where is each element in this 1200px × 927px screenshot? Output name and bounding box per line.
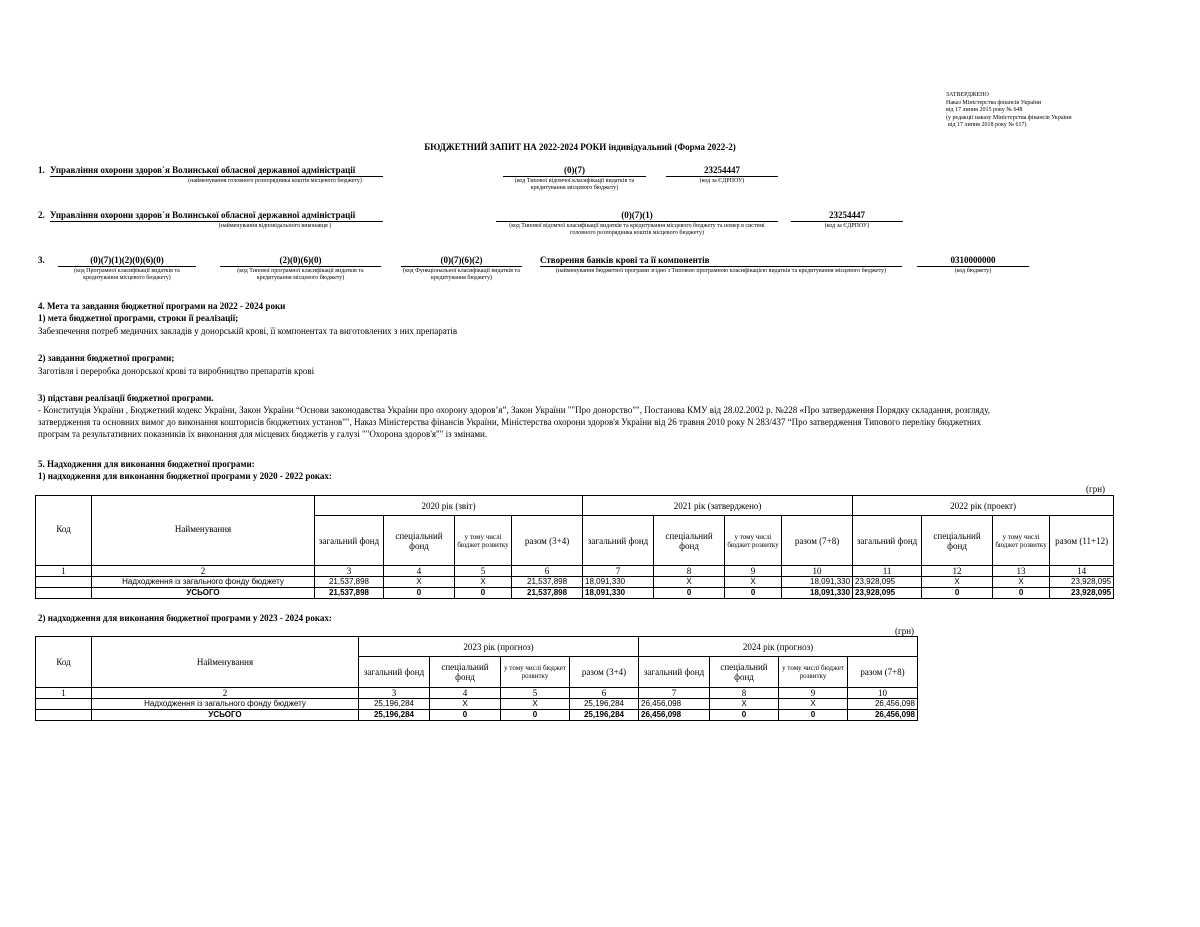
index-row [36,688,918,699]
tasks-text: Заготівля і переробка донорської крові та виробництво препаратів крові [38,366,315,376]
total-label: УСЬОГО [92,588,315,599]
cell [36,699,92,710]
column-header: у тому числі бюджет розвитку [993,516,1050,566]
section3-number: 3. [38,255,45,265]
index-cell: 6 [512,566,583,577]
cell: X [430,699,501,710]
basis-line: програм та результативних показників їх виконання для місцевих бюджетів у галузі ""Охорона здоров'я"" із змінами. [38,429,488,439]
cell: 0 [710,710,779,721]
receipts-table-2020-2022 [35,495,1114,599]
index-cell: 10 [848,688,918,699]
cell: X [710,699,779,710]
column-header: разом (7+8) [848,657,918,688]
column-header-name: Найменування [92,637,359,688]
index-cell: 5 [501,688,570,699]
column-header: спеціальний фонд [710,657,779,688]
section5-heading: 5. Надходження для виконання бюджетної програми: [38,459,255,469]
cell: 23,928,095 [1050,577,1114,588]
cell: X [779,699,848,710]
index-cell: 4 [430,688,501,699]
column-header: загальний фонд [359,657,430,688]
approval-stamp [946,92,1116,130]
column-header-code: Код [36,496,92,566]
cell [36,710,92,721]
section1-dept-code: (0)(7) [503,165,646,177]
basis-line: затвердження та основних вимог до виконання кошторисів бюджетних установ"", Наказ Міністерства фінансів України, Міністерства охорони здоров'я України від 26 травня 2010 року N 283/437 “Про затвердження Типового переліку бюджетних [38,417,982,427]
cell: 23,928,095 [853,577,922,588]
goal-text: Забезпечення потреб медичних закладів у донорській крові, її компонентах та виготовлених з них препаратів [38,326,458,336]
column-header: у тому числі бюджет розвитку [725,516,782,566]
basis-heading: 3) підстави реалізації бюджетної програми. [38,393,214,403]
cell: 18,091,330 [583,588,654,599]
year-header: 2024 рік (прогноз) [639,637,918,657]
cell: 26,456,098 [848,699,918,710]
index-cell: 13 [993,566,1050,577]
approval-line: від 17 липня 2018 року № 617) [948,122,1027,129]
section2-edrpou: 23254447 [791,210,903,222]
index-cell: 2 [92,688,359,699]
section2-executor-caption: (найменування відповідального виконавця ) [218,223,332,229]
section3-typical-code-caption: (код Типової програмної класифікації видатків та кредитування місцевого бюджету) [237,268,364,281]
approval-line: Наказ Міністерства фінансів України [946,99,1042,106]
index-cell: 3 [359,688,430,699]
column-header: разом (11+12) [1050,516,1114,566]
cell: 26,456,098 [639,699,710,710]
unit-label: (грн) [1086,484,1106,494]
section3-typical-code: (2)(0)(6)(0) [220,255,381,267]
section3-program-code: (0)(7)(1)(2)(0)(6)(0) [58,255,196,267]
year-header: 2020 рік (звіт) [315,496,583,516]
index-cell: 9 [725,566,782,577]
section2-number: 2. [38,210,45,220]
column-header: загальний фонд [853,516,922,566]
cell [36,577,92,588]
cell: X [922,577,993,588]
cell: 0 [654,588,725,599]
cell: 18,091,330 [782,577,853,588]
column-header: у тому числі бюджет розвитку [501,657,570,688]
section3-functional-code: (0)(7)(6)(2) [401,255,522,267]
cell: X [725,577,782,588]
cell [36,588,92,599]
column-header: у тому числі бюджет розвитку [779,657,848,688]
column-header: спеціальний фонд [654,516,725,566]
basis-line: - Конституція України , Бюджетний кодекс України, Закон України “Основи законодавства України про охорону здоров’я”, Закон України ""Про донорство"", Постанова КМУ від 28.02.2002 р. №228 «Про затвердження Порядку складання, розгляду, [38,405,990,415]
approval-line: (у редакції наказу Міністерства фінансів України [946,114,1072,121]
cell: 26,456,098 [848,710,918,721]
table-row [36,577,1114,588]
column-header: загальний фонд [315,516,384,566]
index-cell: 3 [315,566,384,577]
cell: 18,091,330 [782,588,853,599]
cell: 0 [725,588,782,599]
total-row [36,588,1114,599]
section1-edrpou-caption: (код за ЄДРПОУ) [699,178,745,184]
section4-heading: 4. Мета та завдання бюджетної програми на 2022 - 2024 роки [38,301,286,311]
receipts-table-2023-2024 [35,636,918,721]
section1-number: 1. [38,165,45,175]
cell: 25,196,284 [570,699,639,710]
year-header: 2021 рік (затверджено) [583,496,853,516]
cell: 18,091,330 [583,577,654,588]
index-cell: 1 [36,566,92,577]
cell: 0 [501,710,570,721]
column-header: разом (3+4) [570,657,639,688]
column-header: загальний фонд [583,516,654,566]
cell: 21,537,898 [512,577,583,588]
document-title: БЮДЖЕТНИЙ ЗАПИТ НА 2022-2024 РОКИ індивідуальний (Форма 2022-2) [424,142,736,152]
cell: X [993,577,1050,588]
unit-label: (грн) [895,626,915,636]
section2-edrpou-caption: (код за ЄДРПОУ) [824,223,870,229]
cell: 21,537,898 [315,577,384,588]
cell: 26,456,098 [639,710,710,721]
cell: 25,196,284 [359,710,430,721]
index-cell: 8 [654,566,725,577]
table-header-row [36,496,1114,516]
cell: 25,196,284 [570,710,639,721]
column-header: загальний фонд [639,657,710,688]
section2-dept-code: (0)(7)(1) [496,210,778,222]
section1-manager-name: Управління охорони здоров`я Волинської обласної державної адміністрації [50,165,383,177]
cell: X [455,577,512,588]
cell: 23,928,095 [1050,588,1114,599]
table-row [36,699,918,710]
column-header-code: Код [36,637,92,688]
receipts-2020-2022-heading: 1) надходження для виконання бюджетної програми у 2020 - 2022 роках: [38,471,332,481]
section1-dept-code-caption: (код Типової відомчої класифікації видатків та кредитування місцевого бюджету) [514,178,635,191]
cell: X [654,577,725,588]
cell: 0 [430,710,501,721]
index-cell: 4 [384,566,455,577]
section3-program-code-caption: (код Програмної класифікації видатків та кредитування місцевого бюджету) [74,268,180,281]
cell: 25,196,284 [359,699,430,710]
section3-budget-code-caption: (код бюджету) [954,268,992,274]
index-cell: 5 [455,566,512,577]
goal-heading: 1) мета бюджетної програми, строки її реалізації; [38,313,239,323]
index-cell: 10 [782,566,853,577]
cell: 0 [384,588,455,599]
approval-line: від 17 липня 2015 року № 648 [946,107,1023,114]
table-header-row [36,637,918,657]
column-header: спеціальний фонд [384,516,455,566]
row-label: Надходження із загального фонду бюджету [92,699,359,710]
index-cell: 7 [639,688,710,699]
year-header: 2022 рік (проект) [853,496,1114,516]
total-label: УСЬОГО [92,710,359,721]
column-header: спеціальний фонд [922,516,993,566]
approval-line: ЗАТВЕРДЖЕНО [946,92,989,98]
cell: 0 [779,710,848,721]
index-cell: 11 [853,566,922,577]
tasks-heading: 2) завдання бюджетної програми; [38,353,175,363]
index-row [36,566,1114,577]
year-header: 2023 рік (прогноз) [359,637,639,657]
cell: X [501,699,570,710]
cell: 21,537,898 [315,588,384,599]
cell: X [384,577,455,588]
index-cell: 9 [779,688,848,699]
index-cell: 12 [922,566,993,577]
index-cell: 7 [583,566,654,577]
section3-program-name: Створення банків крові та її компонентів [540,255,902,267]
cell: 21,537,898 [512,588,583,599]
section3-functional-code-caption: (код Функціональної класифікації видатків та кредитування бюджету) [403,268,520,281]
column-header-name: Найменування [92,496,315,566]
index-cell: 6 [570,688,639,699]
section1-edrpou: 23254447 [666,165,778,177]
cell: 23,928,095 [853,588,922,599]
section2-executor-name: Управління охорони здоров`я Волинської обласної державної адміністрації [50,210,383,222]
section3-budget-code: 0310000000 [917,255,1029,267]
index-cell: 14 [1050,566,1114,577]
cell: 0 [455,588,512,599]
section3-program-name-caption: (найменування бюджетної програми згідно з Типовою програмною класифікацією видатків та кредитування місцевого бюджету) [555,268,887,274]
column-header: у тому числі бюджет розвитку [455,516,512,566]
index-cell: 1 [36,688,92,699]
index-cell: 2 [92,566,315,577]
row-label: Надходження із загального фонду бюджету [92,577,315,588]
total-row [36,710,918,721]
column-header: спеціальний фонд [430,657,501,688]
cell: 0 [922,588,993,599]
section2-dept-code-caption: (код Типової відомчої класифікації видатків та кредитування місцевого бюджету та номер в системі головного розпорядника коштів місцевого бюджету) [509,223,765,236]
index-cell: 8 [710,688,779,699]
column-header: разом (3+4) [512,516,583,566]
receipts-2023-2024-heading: 2) надходження для виконання бюджетної програми у 2023 - 2024 роках: [38,613,332,623]
cell: 0 [993,588,1050,599]
column-header: разом (7+8) [782,516,853,566]
section1-manager-caption: (найменування головного розпорядника коштів місцевого бюджету) [188,178,362,184]
